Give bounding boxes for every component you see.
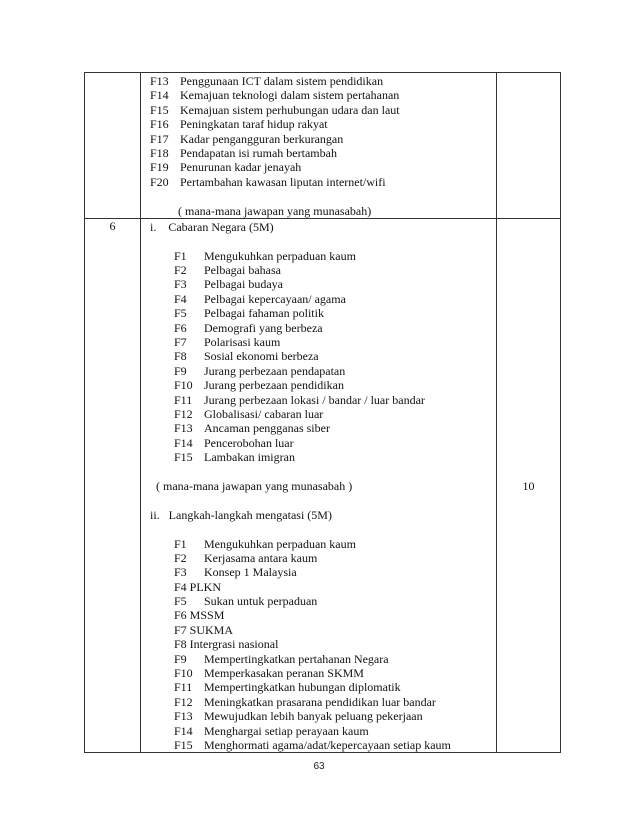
list-item	[150, 378, 496, 392]
item-text: Kerjasama antara kaum	[204, 550, 318, 565]
item-code: F10	[174, 378, 193, 393]
item-text: Pelbagai budaya	[204, 277, 283, 292]
list-item	[150, 74, 496, 88]
table-row	[85, 73, 561, 219]
marks-value: 10	[497, 218, 561, 752]
list-item	[150, 608, 496, 622]
item-code: F1	[174, 536, 187, 551]
item-text: Kemajuan teknologi dalam sistem pertahanan	[180, 88, 400, 103]
list-item	[150, 175, 496, 189]
item-text: Kadar pengangguran berkurangan	[180, 131, 344, 146]
item-code: F9	[174, 363, 187, 378]
answer-cell	[141, 73, 497, 219]
part-heading: i. Cabaran Negara (5M)	[150, 219, 274, 234]
item-code: F13	[174, 421, 193, 436]
answer-list	[141, 73, 496, 218]
item-text: Polarisasi kaum	[204, 335, 281, 350]
item-text: Jurang perbezaan pendidikan	[204, 378, 344, 393]
list-item	[150, 450, 496, 464]
item-code: F14	[174, 723, 193, 738]
item-code: F17	[150, 131, 169, 146]
list-item	[150, 364, 496, 378]
item-code: F14	[150, 88, 169, 103]
list-item	[150, 666, 496, 680]
item-code: F11	[174, 680, 193, 695]
item-text: Menghargai setiap perayaan kaum	[204, 723, 369, 738]
item-code: F15	[174, 450, 193, 465]
item-text: Sukan untuk perpaduan	[204, 594, 318, 609]
item-text: F6 MSSM	[174, 608, 225, 623]
list-item	[150, 407, 496, 421]
list-item	[150, 146, 496, 160]
item-text: Pelbagai bahasa	[204, 263, 281, 278]
list-item	[150, 263, 496, 277]
list-item	[150, 88, 496, 102]
item-code: F20	[150, 174, 169, 189]
item-code: F15	[150, 102, 169, 117]
answer-content	[141, 219, 496, 752]
item-code: F16	[150, 117, 169, 132]
item-text: Mengukuhkan perpaduan kaum	[204, 536, 356, 551]
item-text: Konsep 1 Malaysia	[204, 565, 297, 580]
marks-cell	[497, 73, 561, 219]
list-item	[150, 594, 496, 608]
list-item	[150, 652, 496, 666]
item-text: Penurunan kadar jenayah	[180, 160, 302, 175]
part-heading: ii. Langkah-langkah mengatasi (5M)	[150, 507, 332, 522]
item-text: Sosial ekonomi berbeza	[204, 349, 319, 364]
list-item	[150, 537, 496, 551]
item-text: Ancaman pengganas siber	[204, 421, 330, 436]
list-item	[150, 160, 496, 174]
item-text: Pelbagai fahaman politik	[204, 306, 324, 321]
item-text: F7 SUKMA	[174, 622, 234, 637]
item-code: F12	[174, 406, 193, 421]
item-code: F11	[174, 392, 193, 407]
item-code: F14	[174, 435, 193, 450]
item-code: F3	[174, 565, 187, 580]
answer-note: ( mana-mana jawapan yang munasabah )	[156, 478, 353, 493]
item-text: Penggunaan ICT dalam sistem pendidikan	[180, 74, 384, 88]
list-item	[150, 724, 496, 738]
item-code: F15	[174, 737, 193, 752]
item-text: Globalisasi/ cabaran luar	[204, 406, 324, 421]
list-item	[150, 637, 496, 651]
item-text: Mewujudkan lebih banyak peluang pekerjaan	[204, 709, 423, 724]
item-text: Mempertingkatkan hubungan diplomatik	[204, 680, 401, 695]
item-text: Lambakan imigran	[204, 450, 295, 465]
list-item	[150, 103, 496, 117]
item-code: F4	[174, 291, 187, 306]
list-item	[150, 117, 496, 131]
table-row	[85, 218, 561, 752]
answer-list	[150, 537, 496, 753]
item-text: Peningkatan taraf hidup rakyat	[180, 117, 328, 132]
item-text: Pendapatan isi rumah bertambah	[180, 145, 337, 160]
item-text: F8 Intergrasi nasional	[174, 637, 279, 652]
list-item	[150, 436, 496, 450]
item-code: F13	[174, 709, 193, 724]
list-item	[150, 349, 496, 363]
item-text: Meningkatkan prasarana pendidikan luar bandar	[204, 694, 436, 709]
answer-scheme-table	[84, 72, 561, 753]
question-number: 6	[85, 218, 141, 752]
list-item	[150, 321, 496, 335]
answer-list	[150, 249, 496, 465]
item-text: Pertambahan kawasan liputan internet/wifi	[180, 174, 386, 189]
list-item	[150, 580, 496, 594]
item-code: F12	[174, 694, 193, 709]
item-text: Jurang perbezaan lokasi / bandar / luar bandar	[204, 392, 425, 407]
item-code: F2	[174, 550, 187, 565]
question-number-cell	[85, 73, 141, 219]
item-code: F18	[150, 145, 169, 160]
item-text: Pencerobohan luar	[204, 435, 294, 450]
item-code: F5	[174, 306, 187, 321]
list-item	[150, 623, 496, 637]
item-code: F7	[174, 335, 187, 350]
item-text: F4 PLKN	[174, 579, 222, 594]
item-text: Pelbagai kepercayaan/ agama	[204, 291, 346, 306]
item-code: F9	[174, 651, 187, 666]
item-code: F1	[174, 248, 187, 263]
list-item	[150, 565, 496, 579]
item-text: Kemajuan sistem perhubungan udara dan laut	[180, 102, 400, 117]
list-item	[150, 277, 496, 291]
answer-cell	[141, 218, 497, 752]
list-item	[150, 709, 496, 723]
answer-note: ( mana-mana jawapan yang munasabah)	[178, 203, 372, 218]
list-item	[150, 132, 496, 146]
list-item	[150, 306, 496, 320]
item-code: F19	[150, 160, 169, 175]
list-item	[150, 551, 496, 565]
item-code: F13	[150, 74, 169, 88]
page-number: 63	[313, 761, 325, 772]
item-text: Memperkasakan peranan SKMM	[204, 666, 364, 681]
item-code: F10	[174, 666, 193, 681]
list-item	[150, 695, 496, 709]
item-code: F3	[174, 277, 187, 292]
list-item	[150, 680, 496, 694]
item-text: Mengukuhkan perpaduan kaum	[204, 248, 356, 263]
item-text: Demografi yang berbeza	[204, 320, 323, 335]
item-text: Menghormati agama/adat/kepercayaan setiap kaum	[204, 737, 451, 752]
item-code: F2	[174, 263, 187, 278]
item-code: F8	[174, 349, 187, 364]
list-item	[150, 249, 496, 263]
item-text: Jurang perbezaan pendapatan	[204, 363, 346, 378]
list-item	[150, 738, 496, 752]
list-item	[150, 393, 496, 407]
list-item	[150, 292, 496, 306]
list-item	[150, 421, 496, 435]
item-text: Mempertingkatkan pertahanan Negara	[204, 651, 389, 666]
item-code: F5	[174, 594, 187, 609]
item-code: F6	[174, 320, 187, 335]
list-item	[150, 335, 496, 349]
